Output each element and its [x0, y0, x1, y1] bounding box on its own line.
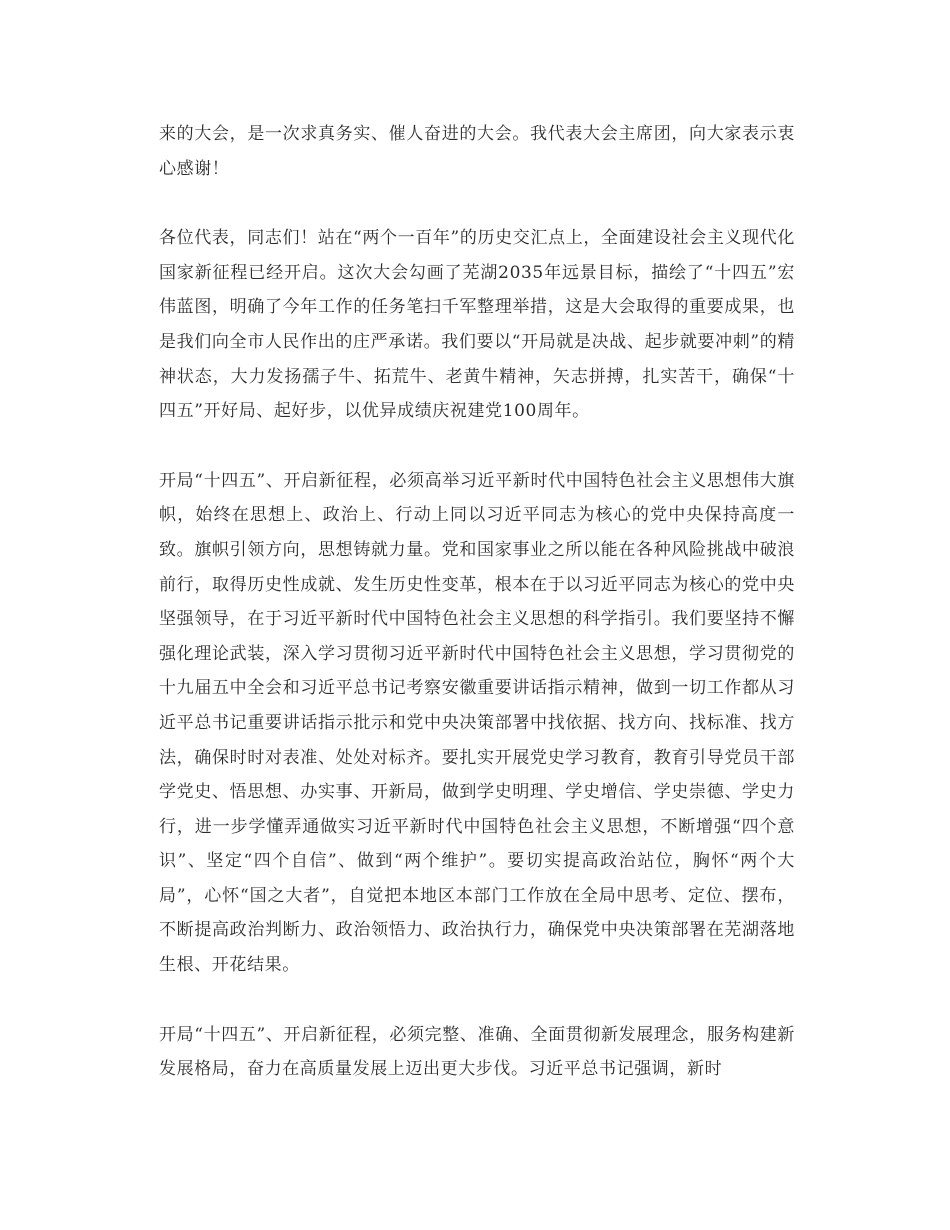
paragraph-new-journey: 各位代表，同志们！站在“两个一百年”的历史交汇点上，全面建设社会主义现代化国家新征程已经开启。这次大会勾画了芜湖2035年远景目标，描绘了“十四五”宏伟蓝图，明确了今年工作的任务笔扫千军整理举措，这是大会取得的重要成果，也是我们向全市人民作出的庄严承诺。我们要以“开局就是决战、起步就要冲刺”的精神状态，大力发扬孺子牛、拓荒牛、老黄牛精神，矢志拼搏，扎实苦干，确保“十四五”开好局、起好步，以优异成绩庆祝建党100周年。: [159, 228, 795, 422]
document-body: [159, 117, 795, 1122]
paragraph-political-guidance: 开局“十四五”、开启新征程，必须高举习近平新时代中国特色社会主义思想伟大旗帜，始终在思想上、政治上、行动上同以习近平同志为核心的党中央保持高度一致。旗帜引领方向，思想铸就力量。党和国家事业之所以能在各种风险挑战中破浪前行，取得历史性成就、发生历史性变革，根本在于以习近平同志为核心的党中央坚强领导，在于习近平新时代中国特色社会主义思想的科学指引。我们要坚持不懈强化理论武装，深入学习贯彻习近平新时代中国特色社会主义思想，学习贯彻党的十九届五中全会和习近平总书记考察安徽重要讲话指示精神，做到一切工作都从习近平总书记重要讲话指示批示和党中央决策部署中找依据、找方向、找标准、找方法，确保时时对表准、处处对标齐。要扎实开展党史学习教育，教育引导党员干部学党史、悟思想、办实事、开新局，做到学史明理、学史增信、学史崇德、学史力行，进一步学懂弄通做实习近平新时代中国特色社会主义思想，不断增强“四个意识”、坚定“四个自信”、做到“两个维护”。要切实提高政治站位，胸怀“两个大局”，心怀“国之大者”，自觉把本地区本部门工作放在全局中思考、定位、摆布，不断提高政治判断力、政治领悟力、政治执行力，确保党中央决策部署在芜湖落地生根、开花结果。: [159, 470, 795, 976]
paragraph-development-philosophy: 开局“十四五”、开启新征程，必须完整、准确、全面贯彻新发展理念，服务构建新发展格局，奋力在高质量发展上迈出更大步伐。习近平总书记强调，新时: [159, 1024, 795, 1080]
paragraph-closing-thanks: 来的大会，是一次求真务实、催人奋进的大会。我代表大会主席团，向大家表示衷心感谢！: [159, 124, 795, 179]
